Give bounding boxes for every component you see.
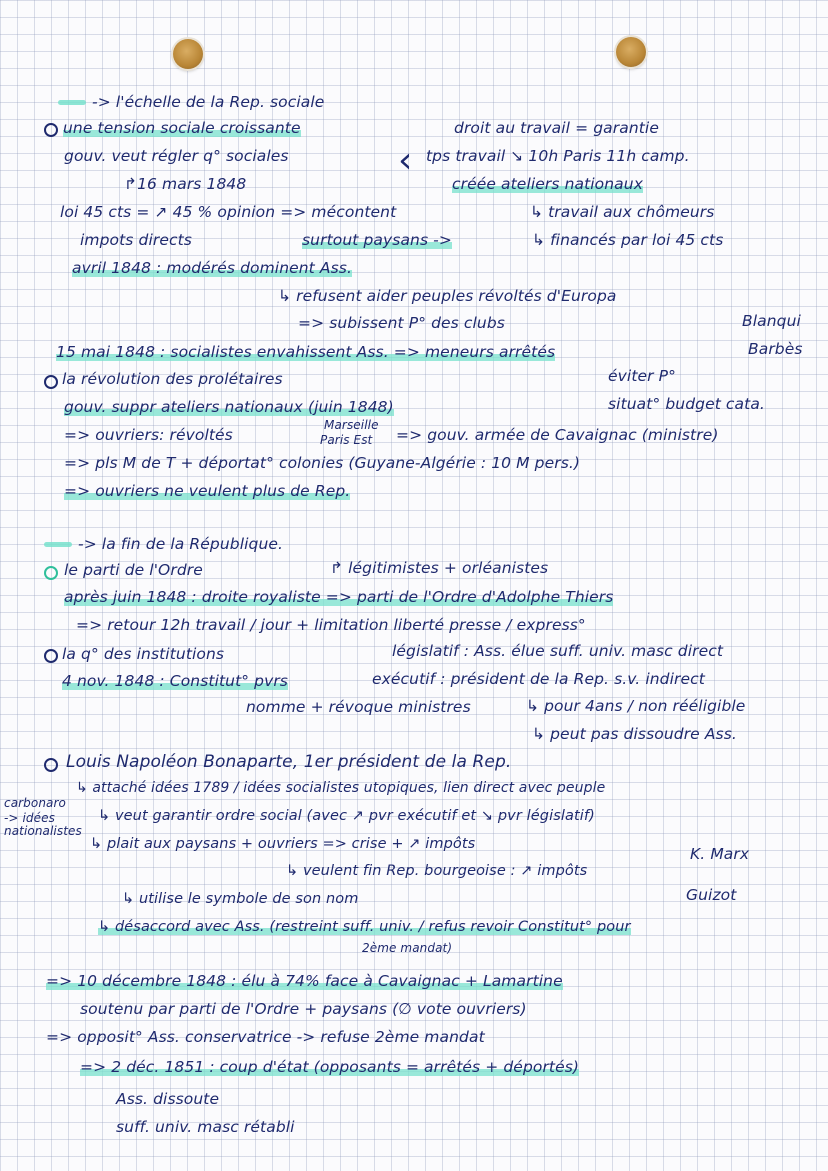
- barbes: Barbès: [748, 340, 803, 358]
- section-heading-social: -> l'échelle de la Rep. sociale: [58, 93, 324, 111]
- apres-juin: après juin 1848 : droite royaliste => parti de l'Ordre d'Adolphe Thiers: [64, 588, 614, 606]
- soutenu: soutenu par parti de l'Ordre + paysans (∅ vote ouvriers): [80, 1000, 527, 1018]
- opposit: => opposit° Ass. conservatrice -> refuse 2ème mandat: [46, 1028, 485, 1046]
- binder-hole-left: [173, 39, 203, 69]
- blanqui: Blanqui: [742, 312, 801, 330]
- second-mandat: 2ème mandat): [362, 941, 453, 955]
- gouv-armee: => gouv. armée de Cavaignac (ministre): [396, 426, 719, 444]
- highlight-mark: [44, 542, 72, 547]
- situat-budget: situat° budget cata.: [608, 395, 765, 413]
- brace-icon: ‹: [398, 140, 413, 181]
- surtout-paysans: surtout paysans ->: [302, 231, 452, 249]
- date-16-mars: ↱16 mars 1848: [124, 175, 247, 193]
- ouvriers-revoltes: => ouvriers: révoltés: [64, 426, 233, 444]
- coup-etat: => 2 déc. 1851 : coup d'état (opposants = arrêtés + déportés): [80, 1058, 580, 1076]
- utilise: ↳ utilise le symbole de son nom: [122, 891, 359, 907]
- tension-title: une tension sociale croissante: [63, 119, 301, 137]
- k-marx: K. Marx: [690, 845, 750, 863]
- ouvriers-plus-rep: => ouvriers ne veulent plus de Rep.: [64, 482, 351, 500]
- impots-directs: impots directs: [80, 231, 192, 249]
- avril-1848: avril 1848 : modérés dominent Ass.: [72, 259, 352, 277]
- parti-ordre: le parti de l'Ordre: [64, 561, 203, 579]
- ateliers-crees: créée ateliers nationaux: [452, 175, 643, 193]
- bullet-icon: [44, 375, 58, 389]
- eviter: éviter P°: [608, 367, 676, 385]
- veut-garantir: ↳ veut garantir ordre social (avec ↗ pvr exécutif et ↘ pvr législatif): [98, 808, 595, 824]
- paris-est: Paris Est: [320, 433, 373, 447]
- attache-idees: ↳ attaché idées 1789 / idées socialistes utopiques, lien direct avec peuple: [76, 780, 606, 796]
- executif: exécutif : président de la Rep. s.v. indirect: [372, 670, 705, 688]
- binder-hole-right: [616, 37, 646, 67]
- nov-1848: 4 nov. 1848 : Constitut° pvrs: [62, 672, 288, 690]
- pour-4ans: ↳ pour 4ans / non rééligible: [526, 697, 746, 715]
- mai-1848: 15 mai 1848 : socialistes envahissent Ass. => meneurs arrêtés: [56, 343, 556, 361]
- section-heading-fin: -> la fin de la République.: [44, 535, 283, 553]
- travail-chomeurs: ↳ travail aux chômeurs: [530, 203, 715, 221]
- revolution-title: la révolution des prolétaires: [62, 370, 283, 388]
- ass-dissoute: Ass. dissoute: [116, 1090, 220, 1108]
- retour-12h: => retour 12h travail / jour + limitation liberté presse / express°: [76, 616, 586, 634]
- gouv-line: gouv. veut régler q° sociales: [64, 147, 289, 165]
- pls-morts: => pls M de T + déportat° colonies (Guyane-Algérie : 10 M pers.): [64, 454, 581, 472]
- guizot: Guizot: [686, 886, 737, 904]
- highlight-mark: [58, 100, 86, 105]
- refusent-aider: ↳ refusent aider peuples révoltés d'Europa: [278, 287, 617, 305]
- subissent: => subissent P° des clubs: [298, 314, 505, 332]
- desaccord: ↳ désaccord avec Ass. (restreint suff. univ. / refus revoir Constitut° pour: [98, 919, 631, 935]
- legitimistes: ↱ légitimistes + orléanistes: [330, 559, 549, 577]
- tps-travail: tps travail ↘ 10h Paris 11h camp.: [426, 147, 690, 165]
- droit-travail: droit au travail = garantie: [454, 119, 659, 137]
- carbonaro: carbonaro: [4, 796, 66, 810]
- loi-45: loi 45 cts = ↗ 45 % opinion => mécontent: [60, 203, 397, 221]
- marseille: Marseille: [324, 418, 379, 432]
- veulent-fin: ↳ veulent fin Rep. bourgeoise : ↗ impôts: [286, 863, 588, 879]
- bullet-icon: [44, 566, 58, 580]
- gouv-suppr: gouv. suppr ateliers nationaux (juin 1848): [64, 398, 394, 416]
- peut-pas: ↳ peut pas dissoudre Ass.: [532, 725, 737, 743]
- finances-loi: ↳ financés par loi 45 cts: [532, 231, 724, 249]
- bullet-icon: [44, 123, 58, 137]
- plait: ↳ plait aux paysans + ouvriers => crise + ↗ impôts: [90, 836, 476, 852]
- nomme: nomme + révoque ministres: [246, 698, 471, 716]
- bullet-icon: [44, 649, 58, 663]
- bullet-icon: [44, 758, 58, 772]
- suff-univ: suff. univ. masc rétabli: [116, 1118, 295, 1136]
- dec-1848: => 10 décembre 1848 : élu à 74% face à Cavaignac + Lamartine: [46, 972, 563, 990]
- louis-title: Louis Napoléon Bonaparte, 1er président de la Rep.: [66, 752, 512, 772]
- institutions-title: la q° des institutions: [62, 645, 225, 663]
- legislatif: législatif : Ass. élue suff. univ. masc direct: [392, 642, 724, 660]
- idees-nationalistes: -> idées nationalistes: [4, 811, 82, 838]
